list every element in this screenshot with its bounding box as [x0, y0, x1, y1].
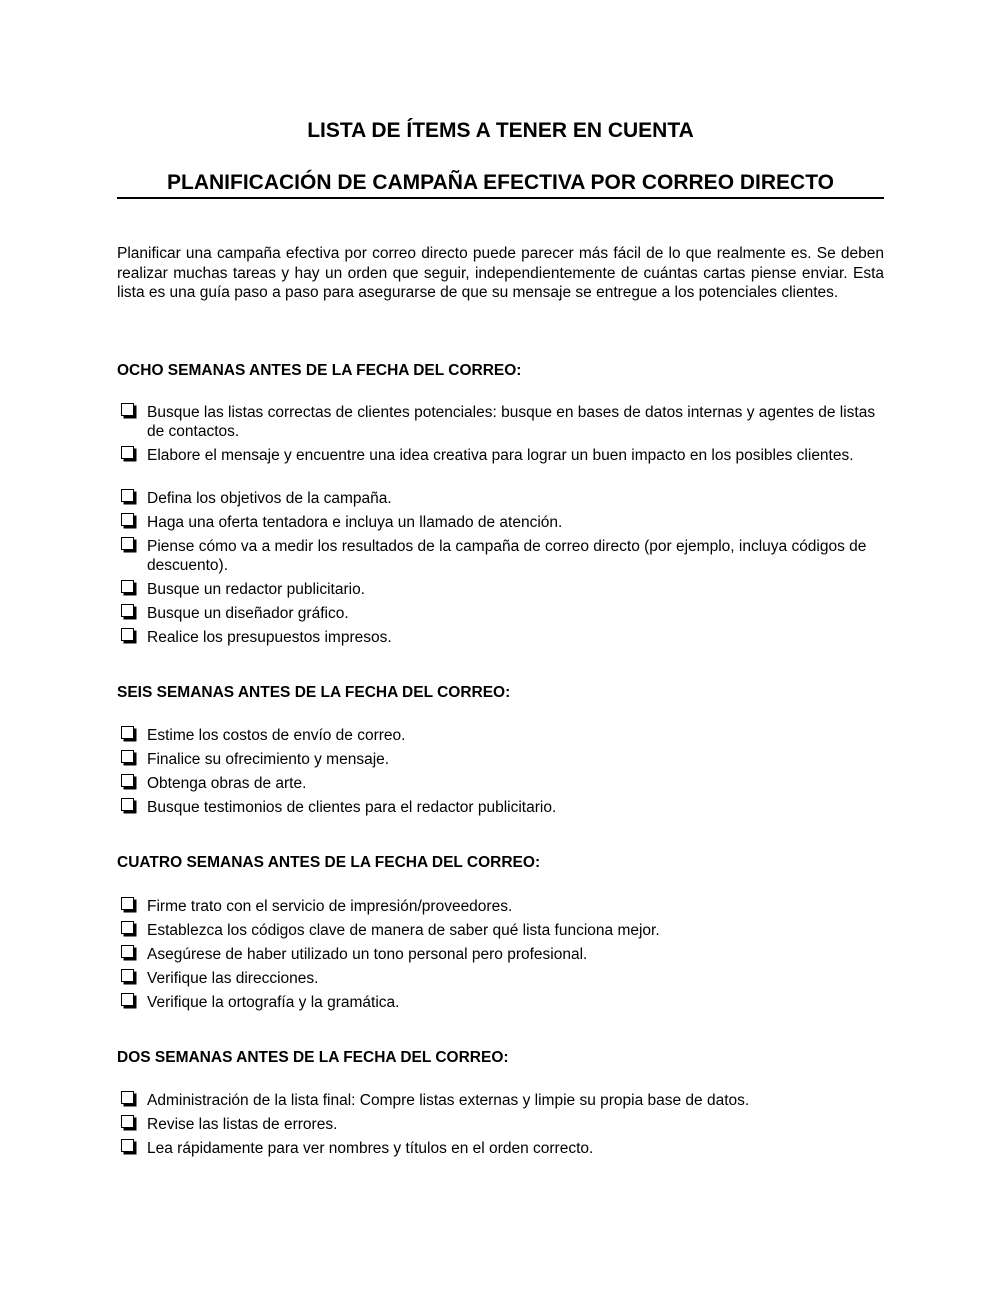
empty-checkbox-icon[interactable] — [121, 969, 134, 982]
empty-checkbox-icon[interactable] — [121, 628, 134, 641]
checklist-item-text: Defina los objetivos de la campaña. — [147, 490, 392, 507]
empty-checkbox-icon[interactable] — [121, 798, 134, 811]
section-heading-two-weeks: DOS SEMANAS ANTES DE LA FECHA DEL CORREO: — [117, 1049, 509, 1066]
empty-checkbox-icon[interactable] — [121, 1139, 134, 1152]
empty-checkbox-icon[interactable] — [121, 604, 134, 617]
empty-checkbox-icon[interactable] — [121, 921, 134, 934]
empty-checkbox-icon[interactable] — [121, 446, 134, 459]
checklist-item-text: Piense cómo va a medir los resultados de la campaña de correo directo (por ejemplo, incluya códigos de descuento). — [147, 538, 867, 574]
empty-checkbox-icon[interactable] — [121, 1091, 134, 1104]
checklist-item-text: Firme trato con el servicio de impresión/proveedores. — [147, 898, 513, 915]
checklist-item-text: Busque testimonios de clientes para el redactor publicitario. — [147, 799, 557, 816]
checklist-item-text: Asegúrese de haber utilizado un tono personal pero profesional. — [147, 946, 588, 963]
empty-checkbox-icon[interactable] — [121, 537, 134, 550]
checklist-item-text: Revise las listas de errores. — [147, 1116, 338, 1133]
empty-checkbox-icon[interactable] — [121, 403, 134, 416]
checklist-item-text: Estime los costos de envío de correo. — [147, 727, 406, 744]
checklist-item-text: Busque un diseñador gráfico. — [147, 605, 349, 622]
empty-checkbox-icon[interactable] — [121, 897, 134, 910]
empty-checkbox-icon[interactable] — [121, 1115, 134, 1128]
empty-checkbox-icon[interactable] — [121, 993, 134, 1006]
section-heading-six-weeks: SEIS SEMANAS ANTES DE LA FECHA DEL CORREO: — [117, 684, 511, 701]
checklist-item-text: Obtenga obras de arte. — [147, 775, 307, 792]
checklist-item-text: Lea rápidamente para ver nombres y títulos en el orden correcto. — [147, 1140, 594, 1157]
section-heading-four-weeks: CUATRO SEMANAS ANTES DE LA FECHA DEL CORREO: — [117, 854, 541, 871]
checklist-item-text: Administración de la lista final: Compre listas externas y limpie su propia base de datos. — [147, 1092, 750, 1109]
empty-checkbox-icon[interactable] — [121, 774, 134, 787]
intro-paragraph: Planificar una campaña efectiva por correo directo puede parecer más fácil de lo que realmente es. Se deben realizar muchas tareas y hay un orden que seguir, independientemente de cuántas cartas piense enviar. Esta lista es una guía paso a paso para asegurarse de que su mensaje se entregue a los potenciales clientes. — [117, 245, 884, 302]
document-subtitle: PLANIFICACIÓN DE CAMPAÑA EFECTIVA POR CORREO DIRECTO — [167, 171, 834, 194]
checklist-item-text: Haga una oferta tentadora e incluya un llamado de atención. — [147, 514, 563, 531]
checklist-item-text: Realice los presupuestos impresos. — [147, 629, 392, 646]
document-title: LISTA DE ÍTEMS A TENER EN CUENTA — [307, 119, 694, 142]
empty-checkbox-icon[interactable] — [121, 489, 134, 502]
empty-checkbox-icon[interactable] — [121, 726, 134, 739]
section-heading-eight-weeks: OCHO SEMANAS ANTES DE LA FECHA DEL CORREO: — [117, 362, 522, 379]
checklist-item-text: Elabore el mensaje y encuentre una idea creativa para lograr un buen impacto en los posibles clientes. — [147, 447, 854, 464]
checklist-item-text: Establezca los códigos clave de manera de saber qué lista funciona mejor. — [147, 922, 660, 939]
checklist-item-text: Busque un redactor publicitario. — [147, 581, 365, 598]
empty-checkbox-icon[interactable] — [121, 750, 134, 763]
checklist-item-text: Finalice su ofrecimiento y mensaje. — [147, 751, 390, 768]
empty-checkbox-icon[interactable] — [121, 945, 134, 958]
checklist-item-text: Busque las listas correctas de clientes potenciales: busque en bases de datos internas y agentes de listas de contactos. — [147, 404, 876, 440]
empty-checkbox-icon[interactable] — [121, 580, 134, 593]
checklist-item-text: Verifique la ortografía y la gramática. — [147, 994, 400, 1011]
empty-checkbox-icon[interactable] — [121, 513, 134, 526]
checklist-item-text: Verifique las direcciones. — [147, 970, 319, 987]
title-divider — [117, 197, 884, 199]
